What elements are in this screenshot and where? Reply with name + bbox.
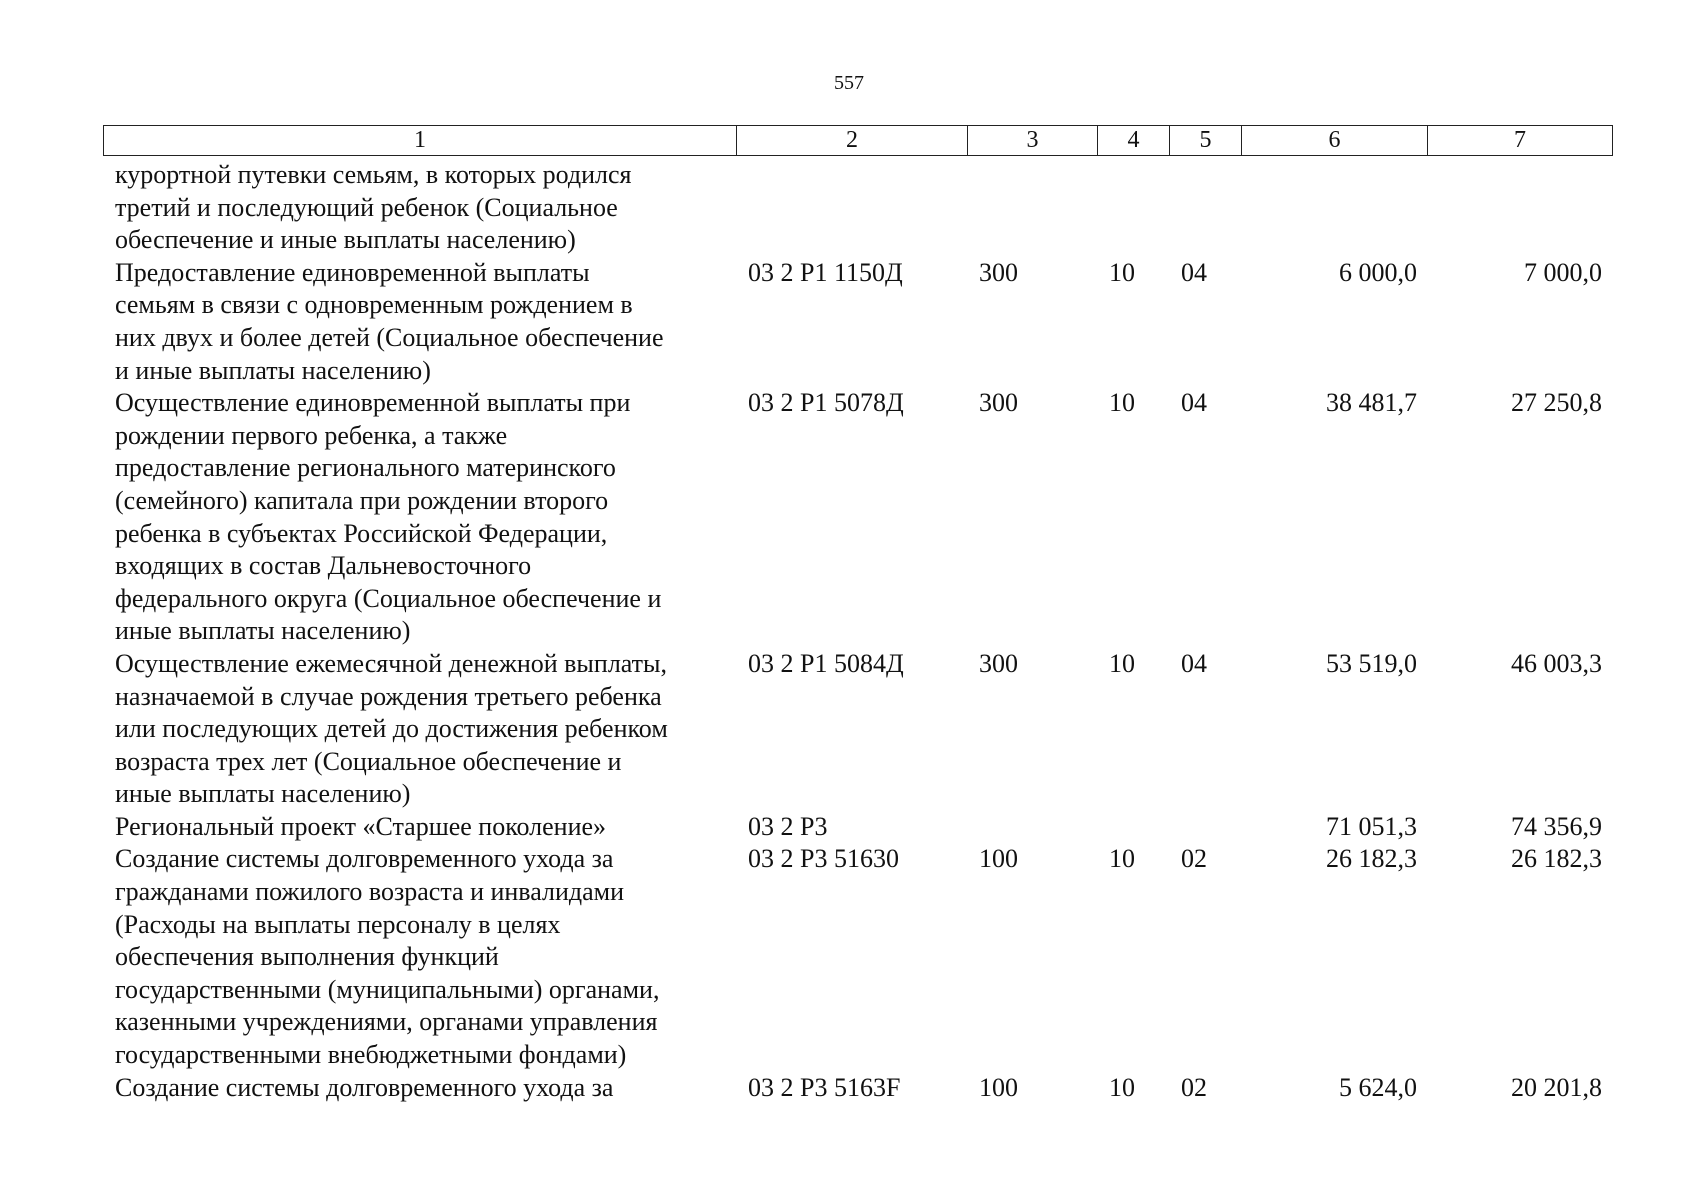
row-description: Создание системы долговременного ухода за [115, 1072, 614, 1102]
row-expense-type: 300 [979, 388, 1018, 418]
row-description: Региональный проект «Старшее поколение» [115, 811, 607, 841]
column-header-7: 7 [1428, 126, 1613, 156]
row-subsection: 04 [1181, 648, 1207, 678]
row-amount-col6: 53 519,0 [1326, 648, 1417, 678]
row-expense-type [967, 811, 1097, 844]
row-section [1097, 811, 1169, 844]
column-header-2: 2 [737, 126, 968, 156]
row-section: 10 [1109, 844, 1135, 874]
row-subsection: 02 [1181, 1072, 1207, 1102]
row-expense-type [967, 159, 1097, 257]
row-amount-col6: 71 051,3 [1326, 811, 1417, 841]
row-section: 10 [1109, 1072, 1135, 1102]
row-subsection: 02 [1181, 844, 1207, 874]
row-amount-col7: 7 000,0 [1524, 257, 1602, 287]
row-amount-col7: 46 003,3 [1511, 648, 1602, 678]
table-row [103, 257, 1612, 387]
row-description: Осуществление ежемесячной денежной выплаты, назначаемой в случае рождения третьего ребенка или последующих детей до достижения ребенком возраста трех лет (Социальное обеспечение и иные выплаты населению) [115, 648, 668, 809]
row-expense-type: 100 [979, 1072, 1018, 1102]
row-target-code: 03 2 Р3 [748, 811, 828, 841]
table-row [103, 811, 1612, 844]
column-header-5: 5 [1170, 126, 1242, 156]
row-amount-col7 [1427, 159, 1612, 257]
table-row [103, 843, 1612, 1071]
row-description: Создание системы долговременного ухода за гражданами пожилого возраста и инвалидами (Расходы на выплаты персоналу в целях обеспечения выполнения функций государственными (муниципальными) органами, казенными учреждениями, органами управления государственными внебюджетными фондами) [115, 844, 660, 1070]
row-section [1097, 159, 1169, 257]
row-description: Осуществление единовременной выплаты при рождении первого ребенка, а также предоставление регионального материнского (семейного) капитала при рождении второго ребенка в субъектах Российской Федерации, входящих в состав Дальневосточного федерального округа (Социальное обеспечение и иные выплаты населению) [115, 388, 662, 646]
row-amount-col7: 20 201,8 [1511, 1072, 1602, 1102]
row-target-code: 03 2 Р1 5078Д [748, 388, 904, 418]
column-header-4: 4 [1098, 126, 1170, 156]
row-subsection: 04 [1181, 257, 1207, 287]
table-body [103, 159, 1612, 1104]
row-target-code: 03 2 Р3 5163F [748, 1072, 901, 1102]
row-section: 10 [1109, 388, 1135, 418]
column-header-6: 6 [1242, 126, 1428, 156]
table-row [103, 159, 1612, 257]
row-amount-col6: 38 481,7 [1326, 388, 1417, 418]
row-target-code: 03 2 Р1 5084Д [748, 648, 904, 678]
table-row [103, 1072, 1612, 1105]
row-amount-col7: 27 250,8 [1511, 388, 1602, 418]
row-target-code: 03 2 Р3 51630 [748, 844, 899, 874]
row-description: курортной путевки семьям, в которых родился третий и последующий ребенок (Социальное обеспечение и иные выплаты населению) [115, 160, 632, 255]
page-number: 557 [834, 72, 864, 94]
table-row [103, 387, 1612, 648]
row-amount-col7: 74 356,9 [1511, 811, 1602, 841]
row-amount-col6 [1241, 159, 1427, 257]
row-expense-type: 300 [979, 257, 1018, 287]
row-amount-col6: 5 624,0 [1339, 1072, 1417, 1102]
row-expense-type: 300 [979, 648, 1018, 678]
table-row [103, 648, 1612, 811]
column-header-1: 1 [104, 126, 737, 156]
row-amount-col6: 6 000,0 [1339, 257, 1417, 287]
row-target-code [736, 159, 967, 257]
column-header-3: 3 [968, 126, 1098, 156]
row-subsection [1169, 811, 1241, 844]
row-amount-col6: 26 182,3 [1326, 844, 1417, 874]
row-target-code: 03 2 Р1 1150Д [748, 257, 903, 287]
row-subsection: 04 [1181, 388, 1207, 418]
row-section: 10 [1109, 648, 1135, 678]
table-header [103, 125, 1613, 156]
row-amount-col7: 26 182,3 [1511, 844, 1602, 874]
row-subsection [1169, 159, 1241, 257]
row-section: 10 [1109, 257, 1135, 287]
row-description: Предоставление единовременной выплаты семьям в связи с одновременным рождением в них двух и более детей (Социальное обеспечение и иные выплаты населению) [115, 257, 664, 385]
row-expense-type: 100 [979, 844, 1018, 874]
